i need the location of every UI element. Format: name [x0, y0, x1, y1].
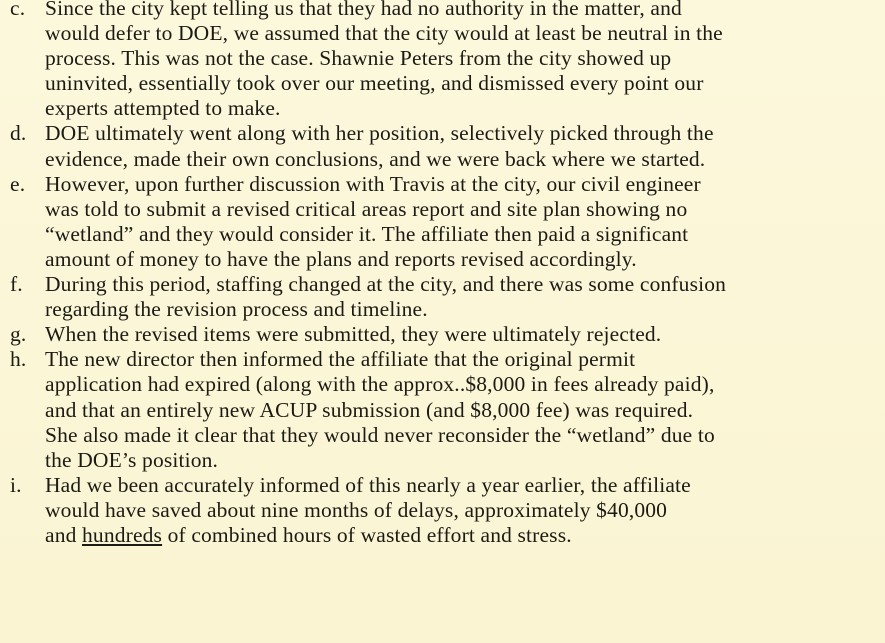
text-line: She also made it clear that they would never reconsider the “wetland” due to [45, 422, 715, 447]
list-marker: f. [10, 272, 23, 297]
text-line: Since the city kept telling us that they had no authority in the matter, and [45, 0, 682, 20]
text-fragment: and [45, 522, 83, 547]
underlined-word: hundreds [82, 522, 163, 547]
text-line: When the revised items were submitted, they were ultimately rejected. [45, 322, 662, 347]
text-fragment: of combined hours of wasted effort and stress. [162, 522, 572, 547]
text-line: and that an entirely new ACUP submission (and $8,000 fee) was required. [45, 397, 694, 422]
text-line: process. This was not the case. Shawnie Peters from the city showed up [45, 46, 672, 71]
list-item-i [0, 473, 885, 548]
list-item-d [0, 121, 885, 171]
text-line: However, upon further discussion with Travis at the city, our civil engineer [45, 171, 701, 196]
text-line: The new director then informed the affiliate that the original permit [45, 347, 636, 372]
text-line: would defer to DOE, we assumed that the city would at least be neutral in the [45, 21, 723, 46]
text-line [45, 523, 879, 548]
list-item-c [0, 0, 885, 121]
text-line: uninvited, essentially took over our meeting, and dismissed every point our [45, 71, 704, 96]
list-marker: e. [10, 171, 26, 196]
text-line: would have saved about nine months of delays, approximately $40,000 [45, 497, 668, 522]
text-line: “wetland” and they would consider it. The affiliate then paid a significant [45, 221, 689, 246]
list-marker: h. [10, 347, 27, 372]
text-line: was told to submit a revised critical areas report and site plan showing no [45, 196, 688, 221]
text-line: DOE ultimately went along with her position, selectively picked through the [45, 121, 714, 146]
text-line: Had we been accurately informed of this nearly a year earlier, the affiliate [45, 472, 691, 497]
list-marker: d. [10, 121, 27, 146]
list-item-h [0, 347, 885, 472]
text-line: During this period, staffing changed at the city, and there was some confusion [45, 272, 727, 297]
text-line: experts attempted to make. [45, 96, 281, 121]
list-item-e [0, 172, 885, 272]
list-item-f [0, 272, 885, 322]
list-marker: i. [10, 472, 22, 497]
text-line: evidence, made their own conclusions, and we were back where we started. [45, 146, 706, 171]
list-item-g [0, 322, 885, 347]
list-marker: c. [10, 0, 26, 20]
text-line: amount of money to have the plans and reports revised accordingly. [45, 246, 637, 271]
text-line: regarding the revision process and timeline. [45, 297, 428, 322]
list-marker: g. [10, 322, 27, 347]
text-line: the DOE’s position. [45, 447, 219, 472]
text-line: application had expired (along with the approx..$8,000 in fees already paid), [45, 372, 715, 397]
